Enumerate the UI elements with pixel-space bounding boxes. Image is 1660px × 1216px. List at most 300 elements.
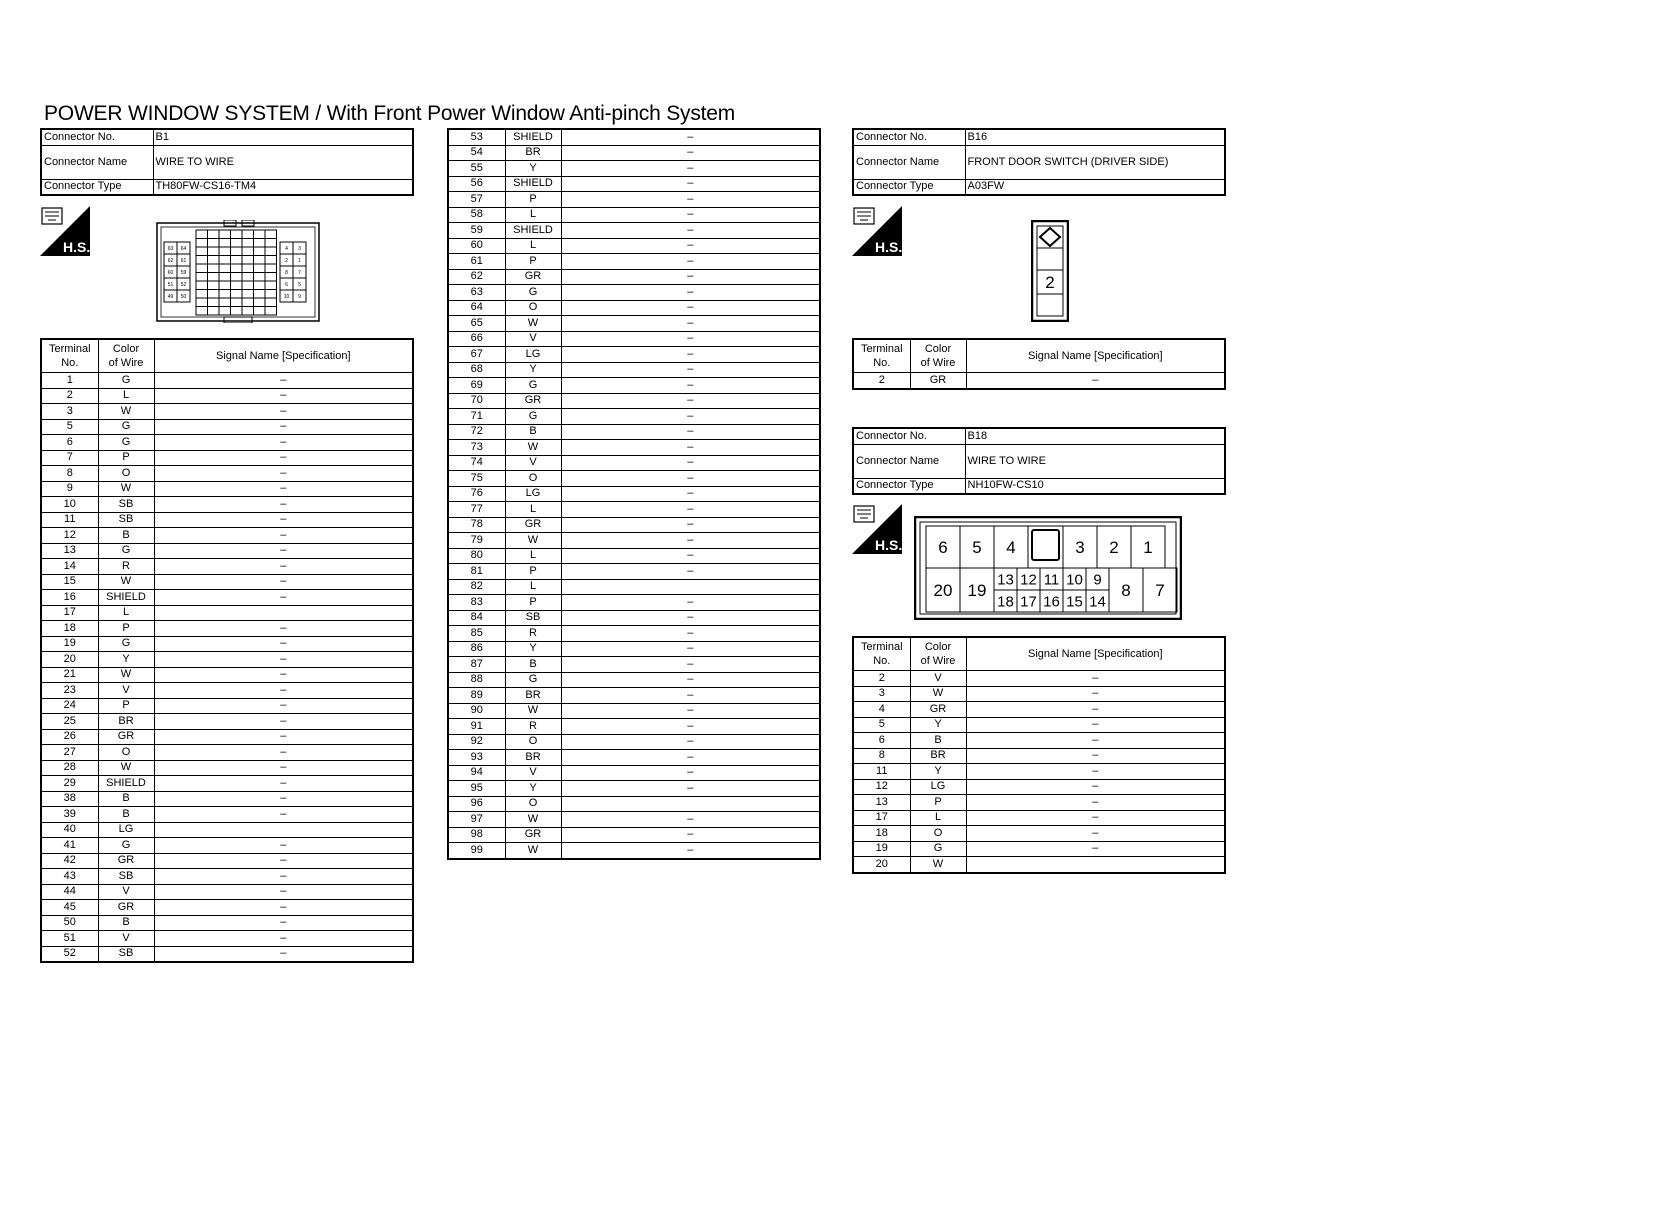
wire-color-cell: B bbox=[98, 807, 154, 823]
signal-name-cell: – bbox=[966, 702, 1225, 718]
signal-name-cell bbox=[561, 579, 820, 595]
table-row bbox=[41, 636, 413, 652]
pin-cell bbox=[254, 298, 266, 307]
pin-cell bbox=[242, 273, 254, 282]
wire-color-cell: L bbox=[98, 388, 154, 404]
terminal-no-cell: 13 bbox=[41, 543, 98, 559]
table-row bbox=[853, 717, 1225, 733]
wire-color-cell: SB bbox=[98, 946, 154, 962]
signal-name-cell: – bbox=[561, 145, 820, 161]
wire-color-cell: G bbox=[98, 435, 154, 451]
wire-color-cell: O bbox=[505, 300, 561, 316]
terminal-no-cell: 69 bbox=[448, 378, 505, 394]
pin-cell bbox=[254, 290, 266, 299]
wire-color-cell: V bbox=[505, 331, 561, 347]
terminal-no-cell: 99 bbox=[448, 843, 505, 859]
pin-label: 6 bbox=[938, 538, 948, 558]
signal-name-cell: – bbox=[561, 548, 820, 564]
terminal-no-cell: 57 bbox=[448, 192, 505, 208]
pin-cell bbox=[265, 264, 277, 273]
signal-name-cell: – bbox=[561, 750, 820, 766]
signal-name-cell: – bbox=[154, 683, 413, 699]
wire-color-cell: LG bbox=[98, 822, 154, 838]
table-row bbox=[448, 486, 820, 502]
table-row bbox=[448, 331, 820, 347]
terminal-no-cell: 8 bbox=[853, 748, 910, 764]
table-row bbox=[448, 129, 820, 145]
pin-label: 13 bbox=[997, 571, 1014, 589]
signal-name-cell: – bbox=[154, 574, 413, 590]
wire-color-cell: G bbox=[98, 838, 154, 854]
pin-cell bbox=[265, 256, 277, 265]
wire-color-cell: G bbox=[505, 285, 561, 301]
wire-color-cell: Y bbox=[505, 781, 561, 797]
wire-color-cell: W bbox=[505, 843, 561, 859]
table-row bbox=[448, 192, 820, 208]
signal-name-cell: – bbox=[561, 533, 820, 549]
signal-name-cell: – bbox=[561, 238, 820, 254]
signal-name-cell: – bbox=[561, 362, 820, 378]
signal-name-cell: – bbox=[561, 719, 820, 735]
wire-color-cell: V bbox=[505, 765, 561, 781]
table-row bbox=[41, 838, 413, 854]
pin-cell bbox=[208, 230, 220, 239]
signal-name-cell: – bbox=[561, 331, 820, 347]
pin-cell bbox=[196, 239, 208, 248]
signal-name-cell: – bbox=[561, 734, 820, 750]
table-row bbox=[448, 285, 820, 301]
pin-label: 10 bbox=[283, 293, 290, 300]
signal-name-cell: – bbox=[966, 810, 1225, 826]
table-row bbox=[41, 869, 413, 885]
signal-name-cell: – bbox=[154, 667, 413, 683]
signal-name-cell: – bbox=[561, 161, 820, 177]
signal-name-cell: – bbox=[561, 409, 820, 425]
signal-name-cell: – bbox=[154, 450, 413, 466]
terminal-no-cell: 15 bbox=[41, 574, 98, 590]
table-row bbox=[41, 667, 413, 683]
pin-label: 16 bbox=[1043, 593, 1060, 611]
signal-name-cell: – bbox=[561, 502, 820, 518]
signal-name-cell: – bbox=[154, 900, 413, 916]
table-row bbox=[41, 450, 413, 466]
table-row bbox=[448, 455, 820, 471]
signal-name-cell: – bbox=[154, 404, 413, 420]
table-row bbox=[448, 734, 820, 750]
terminal-no-cell: 20 bbox=[853, 857, 910, 873]
terminal-no-cell: 12 bbox=[853, 779, 910, 795]
pin-label: 61 bbox=[180, 257, 187, 264]
signal-name-cell: – bbox=[154, 435, 413, 451]
signal-name-cell: – bbox=[154, 714, 413, 730]
pin-cell bbox=[231, 307, 243, 316]
terminal-no-cell: 95 bbox=[448, 781, 505, 797]
pin-cell bbox=[242, 247, 254, 256]
table-row bbox=[853, 733, 1225, 749]
terminal-no-cell: 5 bbox=[853, 717, 910, 733]
pin-cell bbox=[231, 290, 243, 299]
pin-cell bbox=[265, 273, 277, 282]
terminal-no-cell: 56 bbox=[448, 176, 505, 192]
table-row bbox=[853, 748, 1225, 764]
table-row bbox=[41, 900, 413, 916]
pin-cell bbox=[196, 264, 208, 273]
pin-cell bbox=[219, 290, 231, 299]
connector-type-label: Connector Type bbox=[853, 478, 965, 494]
terminal-no-cell: 2 bbox=[853, 671, 910, 687]
wire-color-cell: SB bbox=[98, 497, 154, 513]
signal-name-cell: – bbox=[154, 543, 413, 559]
terminal-no-cell: 23 bbox=[41, 683, 98, 699]
wire-color-cell: SHIELD bbox=[505, 129, 561, 145]
terminal-no-cell: 59 bbox=[448, 223, 505, 239]
table-row bbox=[448, 254, 820, 270]
signal-name-cell: – bbox=[966, 671, 1225, 687]
wire-color-cell: L bbox=[98, 605, 154, 621]
connector-type-label: Connector Type bbox=[853, 179, 965, 195]
terminal-no-cell: 98 bbox=[448, 827, 505, 843]
pin-label: 51 bbox=[167, 281, 174, 288]
pin-label: 7 bbox=[298, 269, 301, 276]
page-title: POWER WINDOW SYSTEM / With Front Power Window Anti-pinch System bbox=[44, 102, 736, 125]
connector-b1-terminal-table bbox=[40, 338, 414, 963]
terminal-no-cell: 39 bbox=[41, 807, 98, 823]
wire-color-cell: L bbox=[910, 810, 966, 826]
signal-name-cell: – bbox=[154, 807, 413, 823]
terminal-no-cell: 55 bbox=[448, 161, 505, 177]
connector-b1-face-diagram bbox=[156, 220, 320, 323]
pin-cell bbox=[254, 256, 266, 265]
signal-name-cell: – bbox=[154, 466, 413, 482]
table-row bbox=[41, 745, 413, 761]
terminal-no-cell: 40 bbox=[41, 822, 98, 838]
wire-color-cell: Y bbox=[505, 161, 561, 177]
terminal-no-cell: 8 bbox=[41, 466, 98, 482]
table-row bbox=[41, 652, 413, 668]
pin-cell bbox=[265, 239, 277, 248]
signal-name-cell: – bbox=[154, 884, 413, 900]
wire-color-cell: SHIELD bbox=[505, 223, 561, 239]
table-row bbox=[41, 419, 413, 435]
wire-color-cell: G bbox=[505, 672, 561, 688]
connector-no-label: Connector No. bbox=[853, 428, 965, 444]
wire-color-cell: P bbox=[505, 564, 561, 580]
table-row bbox=[41, 435, 413, 451]
pin-cell bbox=[219, 230, 231, 239]
signal-name-cell: – bbox=[154, 590, 413, 606]
terminal-no-cell: 73 bbox=[448, 440, 505, 456]
pin-label: 1 bbox=[1143, 538, 1153, 558]
connector-type-value: A03FW bbox=[965, 179, 1225, 195]
terminal-no-cell: 18 bbox=[853, 826, 910, 842]
pin-cell bbox=[208, 298, 220, 307]
table-row bbox=[448, 393, 820, 409]
table-row bbox=[41, 698, 413, 714]
terminal-no-cell: 80 bbox=[448, 548, 505, 564]
wire-color-cell: V bbox=[98, 931, 154, 947]
wire-color-cell: L bbox=[505, 207, 561, 223]
signal-name-cell: – bbox=[561, 129, 820, 145]
terminal-no-cell: 43 bbox=[41, 869, 98, 885]
terminal-no-cell: 85 bbox=[448, 626, 505, 642]
terminal-no-cell: 42 bbox=[41, 853, 98, 869]
table-row bbox=[41, 466, 413, 482]
color-header: Color of Wire bbox=[98, 339, 154, 373]
pin-cell bbox=[208, 273, 220, 282]
wire-color-cell: L bbox=[505, 579, 561, 595]
pin-label: 3 bbox=[1075, 538, 1085, 558]
terminal-no-cell: 12 bbox=[41, 528, 98, 544]
wire-color-cell: BR bbox=[98, 714, 154, 730]
terminal-no-cell: 50 bbox=[41, 915, 98, 931]
terminal-no-cell: 19 bbox=[853, 841, 910, 857]
signal-name-cell: – bbox=[561, 285, 820, 301]
table-row bbox=[448, 688, 820, 704]
pin-cell bbox=[219, 256, 231, 265]
table-row bbox=[448, 750, 820, 766]
terminal-no-cell: 21 bbox=[41, 667, 98, 683]
pin-cell bbox=[242, 281, 254, 290]
signal-name-cell: – bbox=[966, 717, 1225, 733]
pin-label: 5 bbox=[298, 281, 301, 288]
terminal-no-cell: 1 bbox=[41, 373, 98, 389]
table-row bbox=[41, 605, 413, 621]
key-slot-inner bbox=[1032, 530, 1059, 560]
wire-color-cell: B bbox=[505, 424, 561, 440]
table-row bbox=[41, 683, 413, 699]
connector-type-label: Connector Type bbox=[41, 179, 153, 195]
connector-name-label: Connector Name bbox=[853, 145, 965, 179]
terminal-no-cell: 79 bbox=[448, 533, 505, 549]
pin-cell bbox=[265, 298, 277, 307]
signal-name-cell: – bbox=[561, 378, 820, 394]
wire-color-cell: W bbox=[505, 316, 561, 332]
pin-cell bbox=[208, 264, 220, 273]
table-row bbox=[448, 703, 820, 719]
pin-cell bbox=[265, 307, 277, 316]
table-row bbox=[41, 729, 413, 745]
table-row bbox=[448, 533, 820, 549]
wire-color-cell: SB bbox=[98, 869, 154, 885]
table-row bbox=[448, 362, 820, 378]
table-row bbox=[448, 827, 820, 843]
signal-name-cell: – bbox=[561, 207, 820, 223]
table-row bbox=[41, 373, 413, 389]
terminal-no-cell: 28 bbox=[41, 760, 98, 776]
wire-color-cell: Y bbox=[505, 641, 561, 657]
wire-color-cell: V bbox=[910, 671, 966, 687]
wire-color-cell: BR bbox=[910, 748, 966, 764]
table-row bbox=[448, 347, 820, 363]
connector-no-value: B18 bbox=[965, 428, 1225, 444]
wire-color-cell: GR bbox=[98, 900, 154, 916]
table-row bbox=[41, 884, 413, 900]
terminal-no-cell: 68 bbox=[448, 362, 505, 378]
signal-name-cell: – bbox=[561, 827, 820, 843]
terminal-no-cell: 19 bbox=[41, 636, 98, 652]
pin-label: 1 bbox=[298, 257, 301, 264]
table-row bbox=[448, 517, 820, 533]
terminal-no-cell: 27 bbox=[41, 745, 98, 761]
signal-name-cell: – bbox=[154, 419, 413, 435]
table-row bbox=[448, 657, 820, 673]
signal-name-cell: – bbox=[561, 192, 820, 208]
terminal-no-cell: 78 bbox=[448, 517, 505, 533]
signal-name-cell: – bbox=[154, 652, 413, 668]
pin-cell bbox=[242, 239, 254, 248]
terminal-no-cell: 89 bbox=[448, 688, 505, 704]
table-row bbox=[41, 931, 413, 947]
signal-name-cell: – bbox=[154, 559, 413, 575]
terminal-no-cell: 20 bbox=[41, 652, 98, 668]
connector-b1-info-table bbox=[40, 128, 414, 196]
terminal-no-cell: 83 bbox=[448, 595, 505, 611]
wire-color-cell: BR bbox=[505, 750, 561, 766]
pin-cell bbox=[196, 256, 208, 265]
color-header: Color of Wire bbox=[910, 339, 966, 373]
signal-name-cell: – bbox=[966, 764, 1225, 780]
pin-label: 8 bbox=[1121, 581, 1131, 601]
connector-no-label: Connector No. bbox=[853, 129, 965, 145]
wire-color-cell: P bbox=[98, 621, 154, 637]
table-row bbox=[41, 574, 413, 590]
signal-name-cell bbox=[154, 605, 413, 621]
svg-text:H.S.: H.S. bbox=[875, 239, 902, 255]
signal-name-cell: – bbox=[561, 254, 820, 270]
signal-name-cell: – bbox=[561, 595, 820, 611]
terminal-no-cell: 94 bbox=[448, 765, 505, 781]
terminal-no-cell: 97 bbox=[448, 812, 505, 828]
terminal-no-cell: 11 bbox=[41, 512, 98, 528]
connector-type-value: TH80FW-CS16-TM4 bbox=[153, 179, 413, 195]
wire-color-cell: P bbox=[505, 595, 561, 611]
terminal-no-cell: 91 bbox=[448, 719, 505, 735]
signal-header: Signal Name [Specification] bbox=[154, 339, 413, 373]
wire-color-cell: P bbox=[98, 450, 154, 466]
table-row bbox=[448, 145, 820, 161]
terminal-no-cell: 54 bbox=[448, 145, 505, 161]
table-row bbox=[448, 672, 820, 688]
terminal-no-cell: 2 bbox=[853, 373, 910, 389]
pin-label: 63 bbox=[167, 245, 174, 252]
table-row bbox=[41, 621, 413, 637]
wire-color-cell: GR bbox=[98, 729, 154, 745]
pin-cell bbox=[231, 298, 243, 307]
table-row bbox=[448, 378, 820, 394]
table-row bbox=[448, 626, 820, 642]
pin-cell bbox=[265, 247, 277, 256]
wire-color-cell: SHIELD bbox=[98, 590, 154, 606]
table-row bbox=[448, 471, 820, 487]
connector-b16-face-diagram bbox=[1031, 220, 1069, 322]
wire-color-cell: G bbox=[98, 419, 154, 435]
signal-name-cell: – bbox=[561, 812, 820, 828]
terminal-no-header: Terminal No. bbox=[853, 637, 910, 671]
wire-color-cell: B bbox=[98, 915, 154, 931]
pin-cell bbox=[231, 230, 243, 239]
pin-cell bbox=[208, 281, 220, 290]
wire-color-cell: O bbox=[505, 796, 561, 812]
table-row bbox=[41, 512, 413, 528]
terminal-no-cell: 52 bbox=[41, 946, 98, 962]
terminal-no-cell: 75 bbox=[448, 471, 505, 487]
signal-name-cell: – bbox=[561, 703, 820, 719]
terminal-no-cell: 62 bbox=[448, 269, 505, 285]
pin-label: 52 bbox=[180, 281, 187, 288]
signal-name-cell: – bbox=[561, 347, 820, 363]
wire-color-cell: GR bbox=[98, 853, 154, 869]
pin-cell bbox=[208, 307, 220, 316]
terminal-no-cell: 86 bbox=[448, 641, 505, 657]
signal-name-cell: – bbox=[966, 373, 1225, 389]
pin-cell bbox=[265, 290, 277, 299]
wire-color-cell: GR bbox=[910, 702, 966, 718]
table-row bbox=[853, 764, 1225, 780]
wire-color-cell: R bbox=[505, 626, 561, 642]
pin-cell bbox=[254, 273, 266, 282]
pin-cell bbox=[254, 264, 266, 273]
signal-name-cell: – bbox=[561, 781, 820, 797]
terminal-no-cell: 7 bbox=[41, 450, 98, 466]
pin-cell bbox=[254, 281, 266, 290]
signal-name-cell: – bbox=[561, 657, 820, 673]
pin-label: 18 bbox=[997, 593, 1014, 611]
terminal-no-cell: 2 bbox=[41, 388, 98, 404]
pin-label: 14 bbox=[1089, 593, 1106, 611]
pin-cell bbox=[265, 281, 277, 290]
terminal-no-cell: 71 bbox=[448, 409, 505, 425]
signal-name-cell: – bbox=[966, 795, 1225, 811]
table-row bbox=[41, 404, 413, 420]
table-row bbox=[853, 671, 1225, 687]
signal-name-cell: – bbox=[154, 869, 413, 885]
signal-name-cell: – bbox=[561, 626, 820, 642]
signal-name-cell: – bbox=[966, 841, 1225, 857]
wire-color-cell: LG bbox=[910, 779, 966, 795]
pin-label: 60 bbox=[167, 269, 174, 276]
wire-color-cell: Y bbox=[505, 362, 561, 378]
wire-color-cell: P bbox=[98, 698, 154, 714]
wire-color-cell: B bbox=[98, 791, 154, 807]
hs-icon bbox=[852, 206, 902, 256]
pin-cell bbox=[242, 264, 254, 273]
pin-cell bbox=[231, 256, 243, 265]
wire-color-cell: W bbox=[505, 533, 561, 549]
table-row bbox=[41, 807, 413, 823]
terminal-no-cell: 58 bbox=[448, 207, 505, 223]
pin-cell bbox=[242, 230, 254, 239]
wire-color-cell: O bbox=[98, 466, 154, 482]
terminal-no-cell: 10 bbox=[41, 497, 98, 513]
table-row bbox=[448, 424, 820, 440]
wire-color-cell: G bbox=[505, 378, 561, 394]
wire-color-cell: W bbox=[98, 760, 154, 776]
table-row bbox=[448, 409, 820, 425]
pin-cell bbox=[196, 281, 208, 290]
pin-cell bbox=[219, 239, 231, 248]
signal-name-cell: – bbox=[561, 672, 820, 688]
pin-cell bbox=[196, 273, 208, 282]
terminal-no-cell: 14 bbox=[41, 559, 98, 575]
terminal-no-cell: 13 bbox=[853, 795, 910, 811]
table-row bbox=[448, 595, 820, 611]
pin-cell bbox=[219, 247, 231, 256]
wire-color-cell: W bbox=[910, 857, 966, 873]
signal-name-cell: – bbox=[154, 497, 413, 513]
pin-label: 3 bbox=[298, 245, 301, 252]
signal-name-cell: – bbox=[154, 481, 413, 497]
signal-name-cell: – bbox=[561, 765, 820, 781]
